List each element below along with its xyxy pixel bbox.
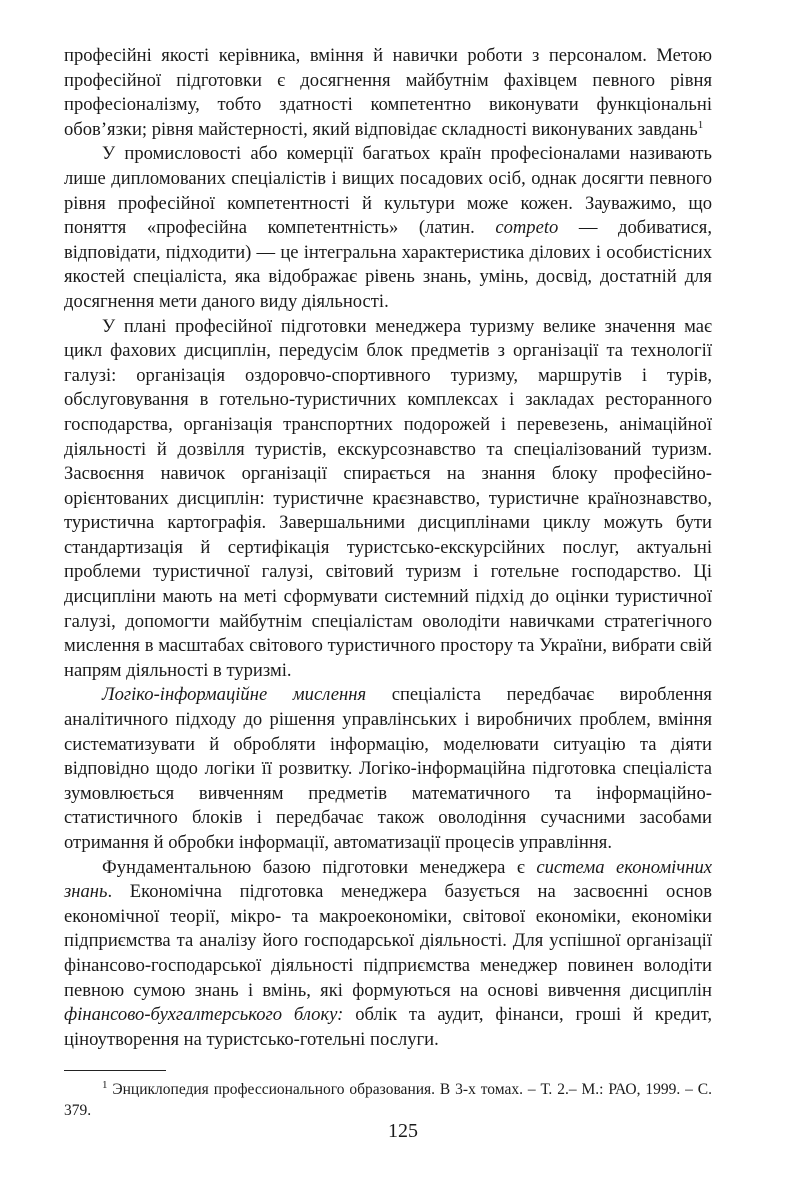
paragraph — [64, 44, 712, 142]
footnote-text: Энциклопедия профессионального образования. В 3-х томах. – Т. 2.– М.: РАО, 1999. – С. 379. — [64, 1081, 712, 1120]
footnote-ref: 1 — [697, 118, 704, 131]
text-run: — добиватися, відповідати, підходити) — це інтегральна характеристика ділових і особистісних якостей спеціаліста, яка відображає рівень знань, умінь, досвід, достатній для досягнення мети даного виду діяльності. — [64, 217, 712, 312]
footnote — [64, 1079, 712, 1121]
text-run: професійні якості керівника, вміння й навички роботи з персоналом. Метою професійної підготовки є досягнення майбутнім фахівцем певного рівня професіоналізму, тобто здатності компетентно виконувати функціональні обов’язки; рівня майстерності, який відповідає складності виконуваних завдань — [64, 45, 712, 140]
text-run: У плані професійної підготовки менеджера туризму велике значення має цикл фахових дисциплін, передусім блок предметів з організації та технології галузі: організація оздоровчо-спортивного туризму, маршрутів і турів, обслуговування в готельно-туристичних комплексах і закладах ресторанного господарства, організація транспортних подорожей і перевезень, анімаційної діяльності й дозвілля туристів, екскурсознавство та спеціалізований туризм. Засвоєння навичок організації спирається на знання блоку професійно-орієнтованих дисциплін: туристичне краєзнавство, туристичне країнознавство, туристична картографія. Завершальними дисциплінами циклу можуть бути стандартизація й сертифікація туристсько-екскурсійних послуг, актуальні проблеми туристичної галузі, світовий туризм і готельне господарство. Ці дисципліни мають на меті сформувати системний підхід до оцінки туристичної галузі, допомогти майбутнім спеціалістам оволодіти навичками стратегічного мислення в масштабах світового туристичного простору та України, вибрати свій напрям діяльності в туризмі. — [64, 315, 712, 681]
paragraph — [64, 142, 712, 314]
italic-text: competo — [495, 217, 559, 239]
italic-text: система економічних знань — [64, 856, 712, 903]
text-run: спеціаліста передбачає вироблення аналітичного підходу до рішення управлінських і виробничих проблем, вміння систематизувати й обробляти інформацію, моделювати ситуацію та діяти відповідно щодо логіки її розвитку. Логіко-інформаційна підготовка спеціаліста зумовлюється вивченням предметів математичного та інформаційно-статистичного блоків і передбачає також оволодіння сучасними засобами отримання й обробки інформації, автоматизації процесів управління. — [64, 684, 712, 853]
paragraph — [64, 856, 712, 1053]
text-body — [64, 44, 712, 1052]
footnote-separator — [64, 1070, 166, 1071]
text-run: У промисловості або комерції багатьох країн професіоналами називають лише дипломованих спеціалістів і вищих посадових осіб, однак досягти певного рівня професійної компетентності й культури може кожен. Зауважимо, що поняття «професійна компетентність» (латин. — [64, 143, 712, 239]
text-run: облік та аудит, фінанси, гроші й кредит, ціноутворення на туристсько-готельні послуги. — [64, 1004, 712, 1050]
text-run: . Економічна підготовка менеджера базується на засвоєнні основ економічної теорії, мікро- та макроекономіки, світової економіки, економіки підприємства та аналізу його господарської діяльності. Для успішної організації фінансово-господарської діяльності підприємства менеджер повинен володіти певною сумою знань і вмінь, які формуються на основі вивчення дисциплін — [64, 881, 712, 1001]
page-number: 125 — [388, 1120, 418, 1142]
paragraph — [64, 683, 712, 855]
paragraph — [64, 315, 712, 684]
footnote-mark: 1 — [102, 1079, 108, 1092]
italic-text: Логіко-інформаційне мислення — [102, 684, 367, 706]
text-run: Фундаментальною базою підготовки менеджера є — [102, 856, 537, 878]
italic-text: фінансово-бухгалтерського блоку: — [64, 1004, 344, 1026]
page-body — [64, 44, 712, 1121]
